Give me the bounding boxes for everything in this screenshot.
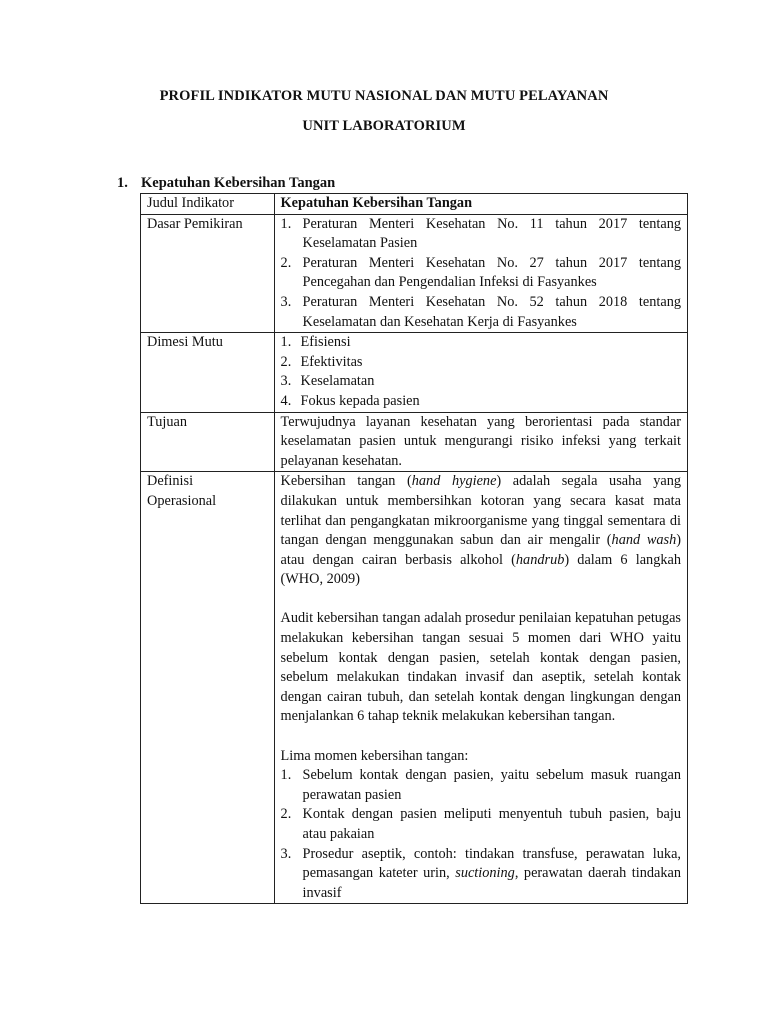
list-item-text: Kontak dengan pasien meliputi menyentuh tubuh pasien, baju atau pakaian	[302, 806, 681, 842]
list-item	[281, 293, 681, 332]
row-dasar-pemikiran	[141, 214, 688, 333]
text-run: Prosedur aseptik, contoh: tindakan transfuse, perawatan luka, pemasangan kateter urin,	[302, 845, 681, 882]
label-definisi-operasional	[141, 472, 275, 904]
list-item	[281, 805, 681, 844]
italic-term: handrub	[515, 551, 565, 568]
list-marker: 2.	[280, 353, 292, 370]
text-run: ) adalah segala usaha yang dilakukan untuk membersihkan kotoran yang secara kasat mata terlihat dan pengangkatan mikroorganisme yang tinggal sementara di tangan dengan menggunakan sabun dan air mengalir (	[280, 473, 682, 549]
row-tujuan	[141, 412, 688, 472]
label-dasar-pemikiran: Dasar Pemikiran	[141, 214, 275, 333]
label-judul-indikator: Judul Indikator	[141, 194, 275, 215]
list-item	[281, 254, 681, 293]
definisi-paragraph-3: Lima momen kebersihan tangan:	[280, 747, 469, 764]
list-marker: 1.	[280, 215, 292, 232]
row-judul-indikator	[141, 194, 688, 215]
list-item-text: Keselamatan	[300, 373, 375, 390]
list-marker: 1.	[280, 767, 292, 784]
section-title: Kepatuhan Kebersihan Tangan	[141, 175, 336, 191]
list-item-text: Sebelum kontak dengan pasien, yaitu sebelum masuk ruangan perawatan pasien	[302, 767, 681, 803]
list-item-text: Efisiensi	[300, 334, 351, 351]
label-tujuan: Tujuan	[141, 412, 275, 472]
list-item	[281, 392, 681, 412]
section-number: 1.	[117, 175, 128, 191]
italic-term: suctioning	[455, 865, 515, 882]
list-item-text: Peraturan Menteri Kesehatan No. 11 tahun 2017 tentang Keselamatan Pasien	[302, 215, 681, 252]
value-dasar-pemikiran	[274, 214, 687, 333]
value-tujuan: Terwujudnya layanan kesehatan yang berorientasi pada standar keselamatan pasien untuk mengurangi risiko infeksi yang terkait pelayanan kesehatan.	[274, 412, 687, 472]
value-dimensi-mutu	[274, 333, 687, 412]
dimensi-mutu-list	[281, 333, 681, 411]
list-item	[281, 845, 681, 904]
indicator-profile-table	[140, 193, 688, 904]
definisi-paragraph-1	[281, 472, 681, 590]
list-marker: 4.	[280, 392, 292, 409]
text-run: ) dalam 6 langkah (WHO, 2009)	[280, 551, 681, 588]
dasar-pemikiran-list	[281, 215, 681, 333]
list-marker: 3.	[280, 373, 292, 390]
list-item	[281, 333, 681, 353]
italic-term: hand wash	[611, 532, 677, 549]
five-moments-list	[281, 766, 681, 903]
list-item	[281, 215, 681, 254]
label-definisi-line1: Definisi	[147, 473, 194, 490]
label-definisi-line2: Operasional	[147, 492, 217, 509]
list-marker: 3.	[280, 845, 292, 862]
italic-term: hand hygiene	[411, 473, 497, 490]
list-item-text: Fokus kepada pasien	[300, 392, 420, 409]
list-item	[281, 372, 681, 392]
list-marker: 1.	[280, 334, 292, 351]
value-judul-indikator: Kepatuhan Kebersihan Tangan	[274, 194, 687, 215]
document-title-line2: UNIT LABORATORIUM	[302, 118, 466, 134]
section-heading	[117, 175, 335, 192]
row-definisi-operasional	[141, 472, 688, 904]
paragraph-spacer	[281, 590, 681, 610]
row-dimensi-mutu	[141, 333, 688, 412]
list-item	[281, 766, 681, 805]
list-item-text: Peraturan Menteri Kesehatan No. 52 tahun 2018 tentang Keselamatan dan Kesehatan Kerja di Fasyankes	[302, 293, 681, 330]
document-title-line1: PROFIL INDIKATOR MUTU NASIONAL DAN MUTU PELAYANAN	[159, 88, 609, 104]
text-run: Kebersihan tangan (	[280, 473, 412, 490]
value-definisi-operasional	[274, 472, 687, 904]
list-marker: 2.	[280, 254, 292, 271]
list-item-text: Peraturan Menteri Kesehatan No. 27 tahun 2017 tentang Pencegahan dan Pengendalian Infeksi di Fasyankes	[302, 254, 681, 291]
paragraph-spacer	[281, 727, 681, 747]
list-item-text: Efektivitas	[300, 353, 363, 370]
list-marker: 2.	[280, 806, 292, 823]
list-marker: 3.	[280, 293, 292, 310]
label-dimensi-mutu: Dimesi Mutu	[141, 333, 275, 412]
text-run: ) atau dengan cairan berbasis alkohol (	[280, 532, 681, 568]
text-run: , perawatan daerah tindakan invasif	[302, 865, 681, 901]
list-item	[281, 353, 681, 373]
definisi-paragraph-2: Audit kebersihan tangan adalah prosedur penilaian kepatuhan petugas melakukan kebersihan tangan sesuai 5 momen dari WHO yaitu sebelum kontak dengan pasien, setelah kontak dengan pasien, sebelum melakukan tindakan invasif dan aseptik, setelah kontak dengan cairan tubuh, dan setelah kontak dengan lingkungan dengan menjalankan 6 tahap teknik melakukan kebersihan tangan.	[280, 610, 681, 725]
